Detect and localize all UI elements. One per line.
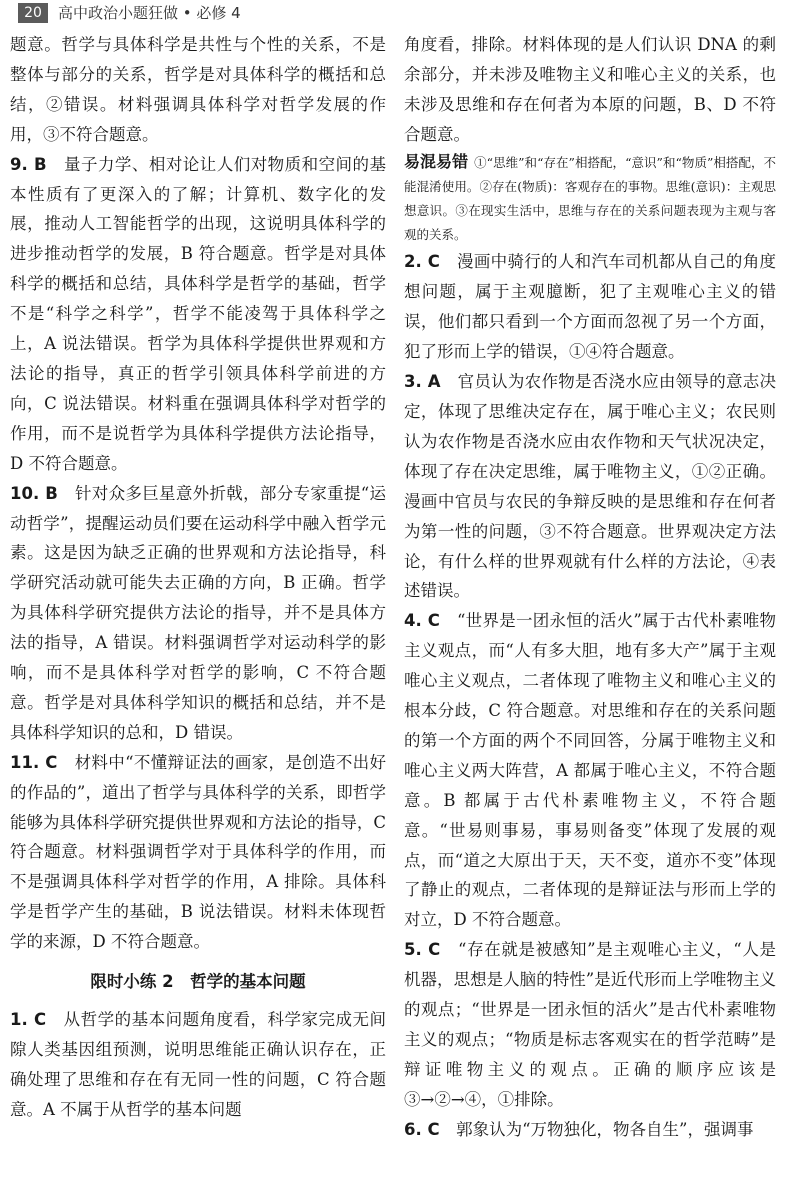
answer-item-10	[10, 479, 386, 748]
answer-item-11	[10, 748, 386, 957]
answer-item-4	[404, 606, 776, 935]
answer-text: 材料中“不懂辩证法的画家，是创造不出好的作品的”，道出了哲学与具体科学的关系，即哲学能够为具体科学研究提供世界观和方法论的指导，C 符合题意。材料强调哲学对于具体科学的作用，而不是强调具体科学对哲学的作用，A 排除。具体科学是哲学产生的基础，B 说法错误。材料未体现哲学的来源，D 不符合题意。	[10, 752, 387, 952]
answer-item-6	[404, 1115, 776, 1145]
tip-note	[404, 150, 776, 248]
answer-number: 4. C	[404, 611, 440, 631]
answer-item-3	[404, 367, 776, 606]
tip-label: 易混易错	[404, 151, 469, 171]
answer-number: 1. C	[10, 1010, 47, 1030]
answer-number: 2. C	[404, 252, 440, 272]
right-column	[404, 30, 776, 1145]
answer-number: 9. B	[10, 154, 47, 174]
answer-text: 从哲学的基本问题角度看，科学家完成无间隙人类基因组预测，说明思维能正确认识存在，正确处理了思维和存在有无同一性的问题，C 符合题意。A 不属于从哲学的基本问题	[10, 1010, 387, 1119]
answer-item-2	[404, 247, 776, 367]
continued-paragraph: 题意。哲学与具体科学是共性与个性的关系，不是整体与部分的关系，哲学是对具体科学的概括和总结，②错误。材料强调具体科学对哲学发展的作用，③不符合题意。	[10, 35, 386, 144]
page-header	[0, 0, 790, 26]
book-title: 高中政治小题狂做 • 必修 4	[58, 4, 241, 22]
continued-paragraph: 角度看，排除。材料体现的是人们认识 DNA 的剩余部分，并未涉及唯物主义和唯心主义的关系，也未涉及思维和存在何者为本原的问题，B、D 不符合题意。	[404, 35, 776, 144]
answer-text: 官员认为农作物是否浇水应由领导的意志决定，体现了思维决定存在，属于唯心主义；农民则认为农作物是否浇水应由农作物和天气状况决定，体现了存在决定思维，属于唯物主义，①②正确。漫画中官员与农民的争辩反映的是思维和存在何者为第一性的问题，③不符合题意。世界观决定方法论，有什么样的世界观就有什么样的方法论，④表述错误。	[404, 372, 777, 601]
answer-item-9	[10, 150, 386, 479]
answer-item-5	[404, 935, 776, 1114]
answer-text: “存在就是被感知”是主观唯心主义，“人是机器，思想是人脑的特性”是近代形而上学唯物主义的观点；“世界是一团永恒的活火”是古代朴素唯物主义的观点；“物质是标志客观实在的哲学范畴”是辩证唯物主义的观点。正确的顺序应该是③→②→④，①排除。	[404, 940, 776, 1109]
answer-text: 针对众多巨星意外折戟，部分专家重提“运动哲学”，提醒运动员们要在运动科学中融入哲学元素。这是因为缺乏正确的世界观和方法论指导，科学研究活动就可能失去正确的方向，B 正确。哲学为具体科学研究提供方法论的指导，并不是具体方法的指导，A 错误。材料强调哲学对运动科学的影响，而不是具体科学对哲学的影响，C 不符合题意。哲学是对具体科学知识的概括和总结，并不是具体科学知识的总和，D 错误。	[10, 483, 387, 742]
answer-number: 5. C	[404, 940, 441, 960]
page-number: 20	[18, 3, 48, 23]
left-column	[10, 30, 386, 1125]
answer-number: 10. B	[10, 483, 58, 503]
answer-number: 11. C	[10, 752, 58, 772]
answer-text: 郭象认为“万物独化，物各自生”，强调事	[456, 1119, 754, 1139]
section-title: 限时小练 2 哲学的基本问题	[90, 972, 306, 992]
answer-text: “世界是一团永恒的活火”属于古代朴素唯物主义观点，而“人有多大胆，地有多大产”属于主观唯心主义观点，二者体现了唯物主义和唯心主义的根本分歧，C 符合题意。对思维和存在的关系问题的第一个方面的两个不同回答，分属于唯物主义和唯心主义两大阵营，A 都属于唯心主义，不符合题意。B 都属于古代朴素唯物主义，不符合题意。“世易则事易，事易则备变”体现了发展的观点，而“道之大原出于天，天不变，道亦不变”体现了静止的观点，二者体现的是辩证法与形而上学的对立，D 不符合题意。	[404, 611, 777, 930]
answer-number: 6. C	[404, 1119, 440, 1139]
tip-text: ①“思维”和“存在”相搭配，“意识”和“物质”相搭配，不能混淆使用。②存在(物质)：客观存在的事物。思维(意识)：主观思想意识。③在现实生活中，思维与存在的关系问题表现为主观与客观的关系。	[404, 154, 776, 243]
answer-item-1	[10, 1005, 386, 1125]
answer-number: 3. A	[404, 372, 441, 392]
answer-text: 量子力学、相对论让人们对物质和空间的基本性质有了更深入的了解；计算机、数字化的发展，推动人工智能哲学的出现，这说明具体科学的进步推动哲学的发展，B 符合题意。哲学是对具体科学的概括和总结，具体科学是哲学的基础，哲学不是“科学之科学”，哲学不能凌驾于具体科学之上，A 说法错误。哲学为具体科学提供世界观和方法论的指导，真正的哲学引领具体科学前进的方向，C 说法错误。材料重在强调具体科学对哲学的作用，而不是说哲学为具体科学提供方法论指导，D 不符合题意。	[10, 154, 387, 473]
answer-text: 漫画中骑行的人和汽车司机都从自己的角度想问题，属于主观臆断，犯了主观唯心主义的错误，他们都只看到一个方面而忽视了另一个方面，犯了形而上学的错误，①④符合题意。	[404, 252, 777, 362]
